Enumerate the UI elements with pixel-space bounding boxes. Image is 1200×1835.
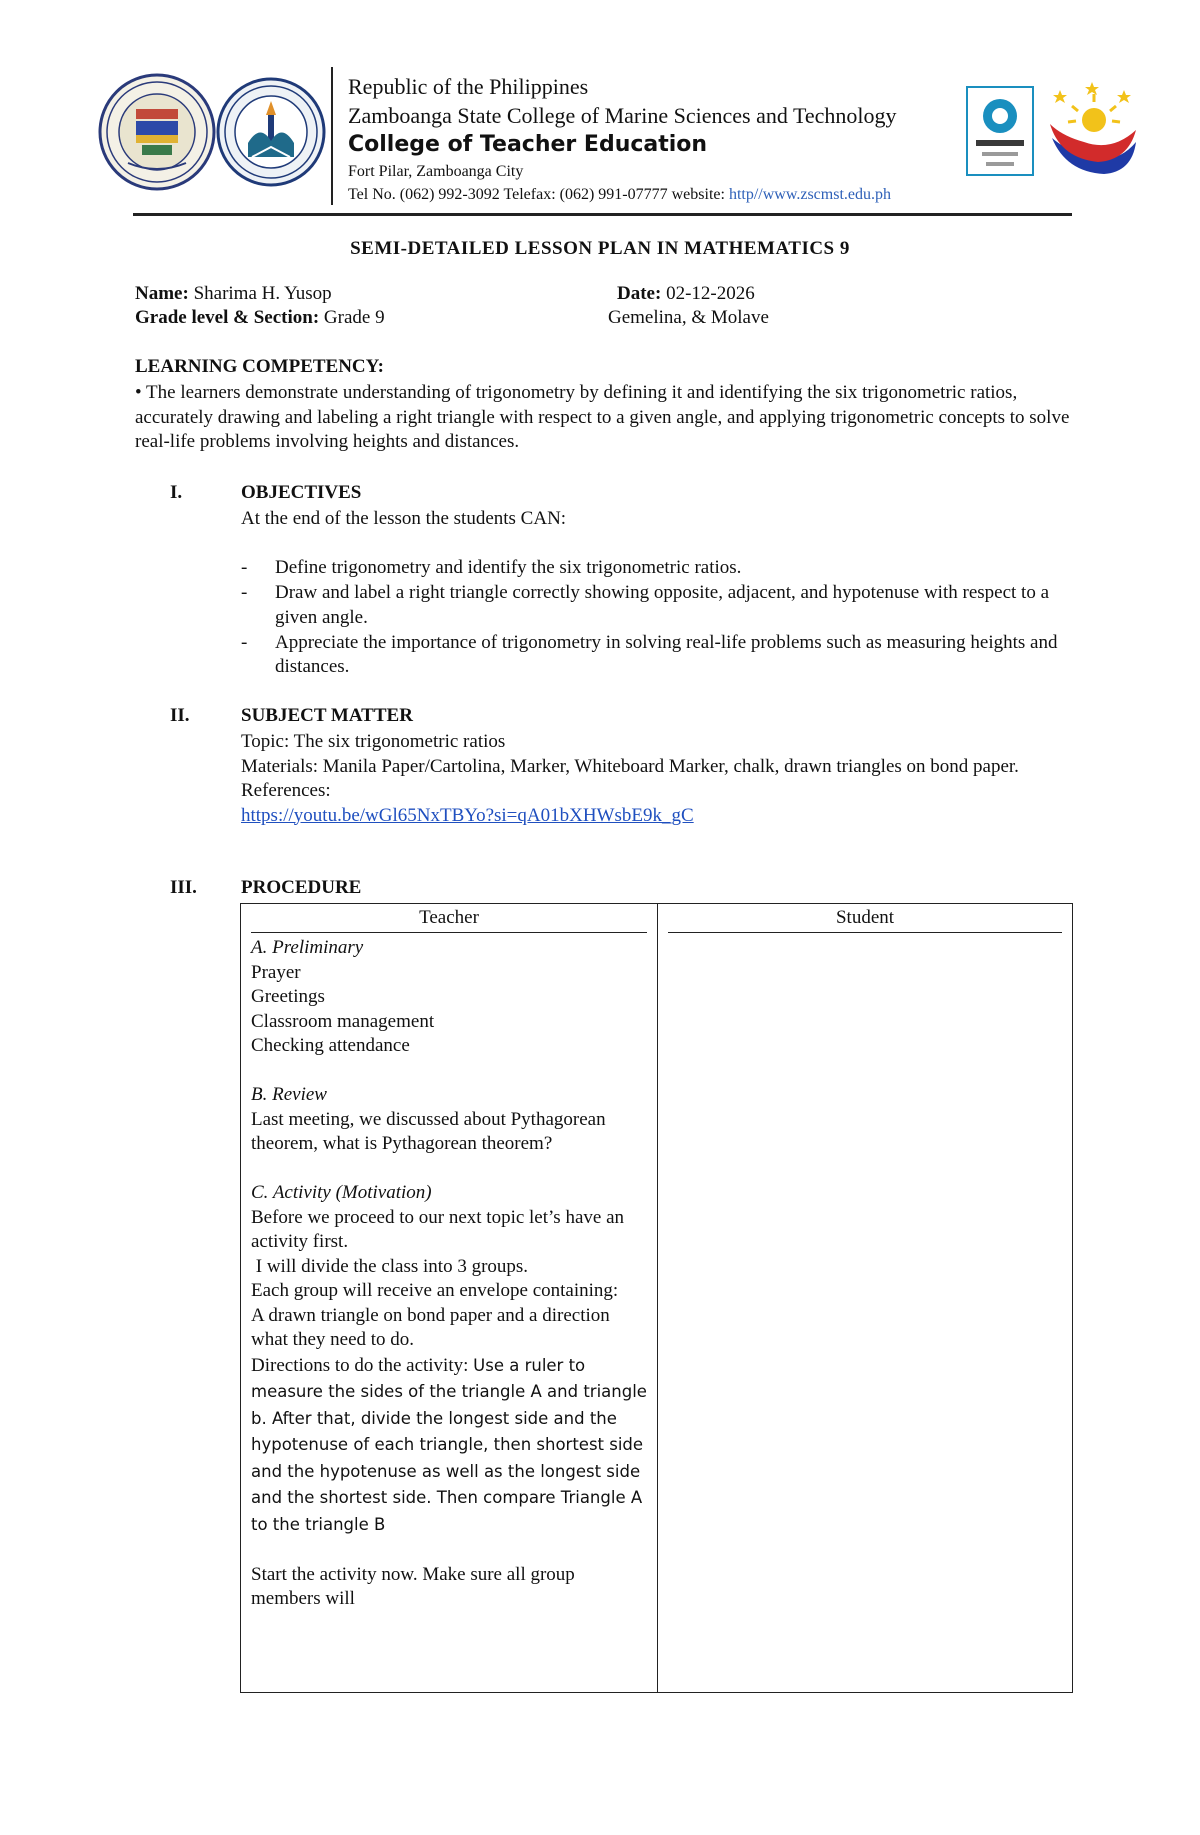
materials-text: Materials: Manila Paper/Cartolina, Marker, Whiteboard Marker, chalk, drawn triangles on bond paper. (241, 755, 1019, 777)
objective-text: Draw and label a right triangle correctly showing opposite, adjacent, and hypotenuse with respect to a given angle. (275, 582, 1049, 628)
college-of-teacher-education-seal-icon (216, 73, 326, 191)
preliminary-heading: A. Preliminary (251, 937, 364, 958)
name-value: Sharima H. Yusop (188, 283, 332, 304)
date-row (617, 283, 755, 305)
bagong-pilipinas-logo-icon (1046, 80, 1138, 180)
student-column-header: Student (668, 906, 1062, 933)
competency-heading: LEARNING COMPETENCY: (135, 356, 384, 377)
grade-section-row (135, 307, 385, 329)
activity-line: Before we proceed to our next topic let’s have an activity first. (251, 1206, 624, 1252)
procedure-table (240, 903, 1073, 1693)
objectives-number: I. (170, 482, 183, 503)
grade-label: Grade level & Section: (135, 307, 320, 328)
student-column (658, 904, 1072, 1692)
activity-closing: Start the activity now. Make sure all group members will (251, 1563, 575, 1609)
preliminary-item: Checking attendance (251, 1035, 410, 1056)
reference-link[interactable]: https://youtu.be/wGl65NxTBYo?si=qA01bXHWsbE9k_gC (241, 804, 694, 826)
header-divider-vertical (331, 67, 333, 205)
subject-matter-body (241, 730, 1071, 828)
activity-line: A drawn triangle on bond paper and a direction what they need to do. (251, 1304, 610, 1350)
header-contact-text: Tel No. (062) 992-3092 Telefax: (062) 991-07777 website: (348, 186, 729, 203)
spacer (251, 1157, 649, 1182)
teacher-column-body (251, 936, 649, 1612)
section-value: Gemelina, & Molave (608, 307, 769, 328)
teacher-column (241, 904, 658, 1692)
header-address: Fort Pilar, Zamboanga City (348, 163, 524, 180)
activity-line: I will divide the class into 3 groups. (251, 1255, 529, 1277)
header-institution: Zamboanga State College of Marine Sciences and Technology (348, 103, 897, 128)
header-college: College of Teacher Education (348, 132, 708, 157)
procedure-number: III. (170, 877, 197, 898)
objectives-intro: At the end of the lesson the students CAN: (241, 508, 567, 529)
objective-item (239, 631, 1069, 680)
date-label: Date: (617, 283, 662, 304)
socotec-certification-badge-icon (966, 86, 1034, 176)
name-label: Name: (135, 283, 189, 304)
topic-text: Topic: The six trigonometric ratios (241, 731, 506, 752)
objectives-list (239, 556, 1069, 680)
objective-item (239, 581, 1069, 630)
review-text: Last meeting, we discussed about Pythagorean theorem, what is Pythagorean theorem? (251, 1108, 606, 1154)
header-website-link[interactable]: http//www.zscmst.edu.ph (728, 186, 891, 203)
spacer (251, 1538, 649, 1563)
subject-matter-number: II. (170, 705, 190, 726)
header-logos-left (98, 73, 328, 191)
review-heading: B. Review (251, 1084, 327, 1105)
bullet-dash: - (241, 557, 248, 578)
spacer (251, 1059, 649, 1084)
lesson-plan-title: SEMI-DETAILED LESSON PLAN IN MATHEMATICS 9 (350, 238, 850, 259)
grade-value: Grade 9 (319, 307, 385, 328)
subject-matter-heading: SUBJECT MATTER (241, 705, 413, 726)
objectives-heading: OBJECTIVES (241, 482, 362, 503)
objective-text: Appreciate the importance of trigonometry in solving real-life problems such as measuring heights and distances. (275, 631, 1058, 677)
header-contact (348, 183, 948, 206)
preliminary-item: Greetings (251, 986, 325, 1007)
header-country: Republic of the Philippines (348, 74, 589, 99)
activity-heading: C. Activity (Motivation) (251, 1182, 432, 1203)
references-label: References: (241, 780, 331, 801)
activity-directions (251, 1353, 649, 1539)
activity-line: Each group will receive an envelope containing: (251, 1280, 619, 1301)
procedure-heading: PROCEDURE (241, 877, 362, 898)
date-value: 02-12-2026 (661, 283, 755, 304)
bullet-dash: - (241, 582, 248, 603)
directions-text: Use a ruler to measure the sides of the triangle A and triangle b. After that, divide the longest side and the hypotenuse of each triangle, then shortest side and the hypotenuse as well as the longest side and the shortest side. Then compare Triangle A to the triangle B (251, 1355, 647, 1534)
bullet-dash: - (241, 631, 248, 653)
zscmst-seal-icon (98, 73, 216, 191)
directions-label: Directions to do the activity: (251, 1354, 474, 1376)
objective-item (239, 556, 1069, 581)
preliminary-item: Prayer (251, 961, 301, 983)
institution-header (348, 72, 948, 206)
competency-text: • The learners demonstrate understanding of trigonometry by defining it and identifying the six trigonometric ratios, accurately drawing and labeling a right triangle with respect to a given angle, and applying trigonometric concepts to solve real-life problems involving heights and distances. (135, 382, 1070, 452)
preliminary-item: Classroom management (251, 1010, 435, 1032)
teacher-name-row (135, 283, 332, 305)
objective-text: Define trigonometry and identify the six trigonometric ratios. (275, 557, 742, 578)
teacher-column-header: Teacher (251, 906, 647, 933)
header-divider-horizontal (133, 213, 1072, 216)
